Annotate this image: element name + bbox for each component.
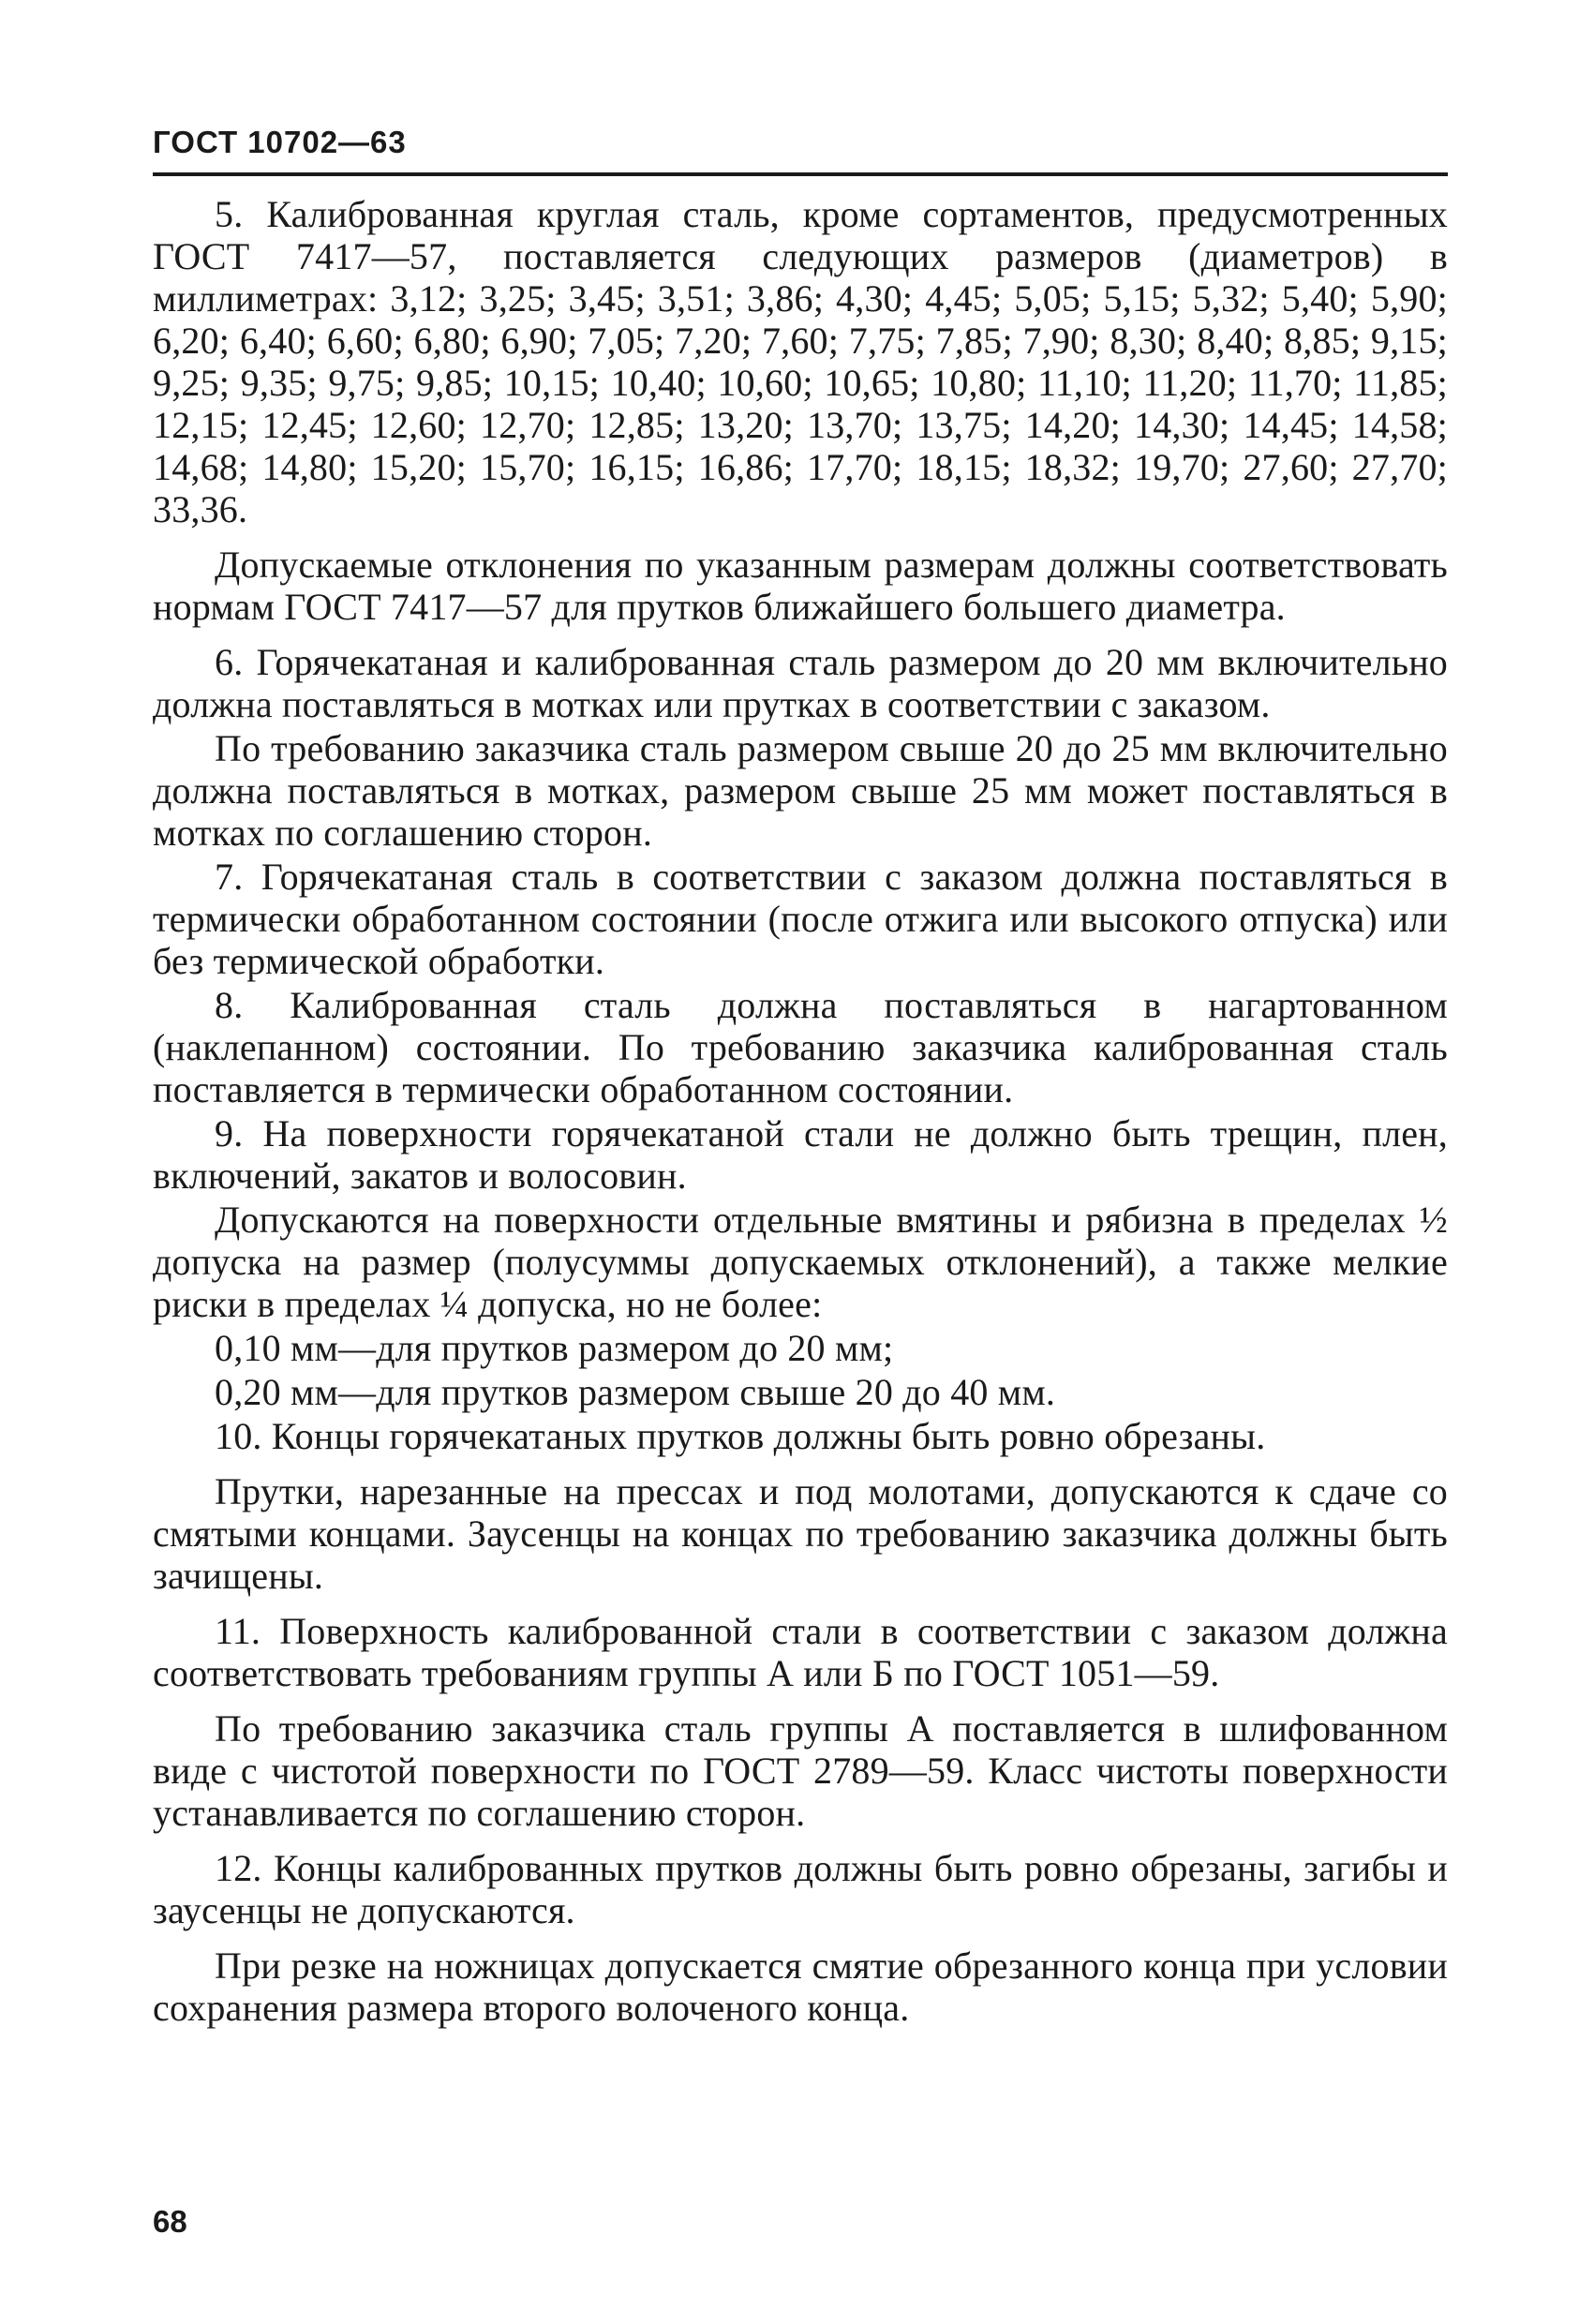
paragraph-11-group-a: По требованию заказчика сталь группы А поставляется в шлифованном виде с чистотой поверхности по ГОСТ 2789—59. Класс чистоты поверхности устанавливается по соглашению сторон. (153, 1707, 1448, 1834)
paragraph-9: 9. На поверхности горячекатаной стали не должно быть трещин, плен, включений, закатов и волосовин. (153, 1112, 1448, 1197)
paragraph-11: 11. Поверхность калиброванной стали в соответствии с заказом должна соответствовать требованиям группы А или Б по ГОСТ 1051—59. (153, 1610, 1448, 1694)
paragraph-12-cutting: При резке на ножницах допускается смятие обрезанного конца при условии сохранения размера второго волоченого конца. (153, 1944, 1448, 2029)
paragraph-9-limit-40: 0,20 мм—для прутков размером свыше 20 до 40 мм. (215, 1371, 1056, 1413)
header-divider (153, 172, 1448, 176)
document-header-title: ГОСТ 10702—63 (153, 125, 407, 159)
paragraph-9-limit-20: 0,10 мм—для прутков размером до 20 мм; (215, 1327, 894, 1369)
paragraph-6-customer: По требованию заказчика сталь размером свыше 20 до 25 мм включительно должна поставляться в мотках, размером свыше 25 мм может поставляться в мотках по соглашению сторон. (153, 727, 1448, 854)
paragraph-8: 8. Калиброванная сталь должна поставляться в нагартованном (наклепанном) состоянии. По требованию заказчика калиброванная сталь поставляется в термически обработанном состоянии. (153, 984, 1448, 1110)
paragraph-6: 6. Горячекатаная и калиброванная сталь размером до 20 мм включительно должна поставляться в мотках или прутках в соответствии с заказом. (153, 641, 1448, 725)
document-page (153, 120, 1448, 2042)
paragraph-10-presses: Прутки, нарезанные на прессах и под молотами, допускаются к сдаче со смятыми концами. Заусенцы на концах по требованию заказчика должны быть зачищены. (153, 1470, 1448, 1597)
paragraph-12: 12. Концы калиброванных прутков должны быть ровно обрезаны, загибы и заусенцы не допускаются. (153, 1847, 1448, 1931)
paragraph-5-sizes: 5. Калиброванная круглая сталь, кроме сортаментов, предусмотренных ГОСТ 7417—57, поставляется следующих размеров (диаметров) в миллиметрах: 3,12; 3,25; 3,45; 3,51; 3,86; 4,30; 4,45; 5,05; 5,15; 5,32; 5,40; 5,90; 6,20; 6,40; 6,60; 6,80; 6,90; 7,05; 7,20; 7,60; 7,75; 7,85; 7,90; 8,30; 8,40; 8,85; 9,15; 9,25; 9,35; 9,75; 9,85; 10,15; 10,40; 10,60; 10,65; 10,80; 11,10; 11,20; 11,70; 11,85; 12,15; 12,45; 12,60; 12,70; 12,85; 13,20; 13,70; 13,75; 14,20; 14,30; 14,45; 14,58; 14,68; 14,80; 15,20; 15,70; 16,15; 16,86; 17,70; 18,15; 18,32; 19,70; 27,60; 27,70; 33,36. (153, 193, 1448, 530)
paragraph-9-allowed: Допускаются на поверхности отдельные вмятины и рябизна в пределах ½ допуска на размер (полусуммы допускаемых отклонений), а также мелкие риски в пределах ¼ допуска, но не более: (153, 1199, 1448, 1325)
paragraph-7: 7. Горячекатаная сталь в соответствии с заказом должна поставляться в термически обработанном состоянии (после отжига или высокого отпуска) или без термической обработки. (153, 856, 1448, 982)
paragraph-5-tolerances: Допускаемые отклонения по указанным размерам должны соответствовать нормам ГОСТ 7417—57 для прутков ближайшего большего диаметра. (153, 544, 1448, 628)
page-number: 68 (153, 2204, 187, 2239)
paragraph-10: 10. Концы горячекатаных прутков должны быть ровно обрезаны. (215, 1415, 1266, 1457)
